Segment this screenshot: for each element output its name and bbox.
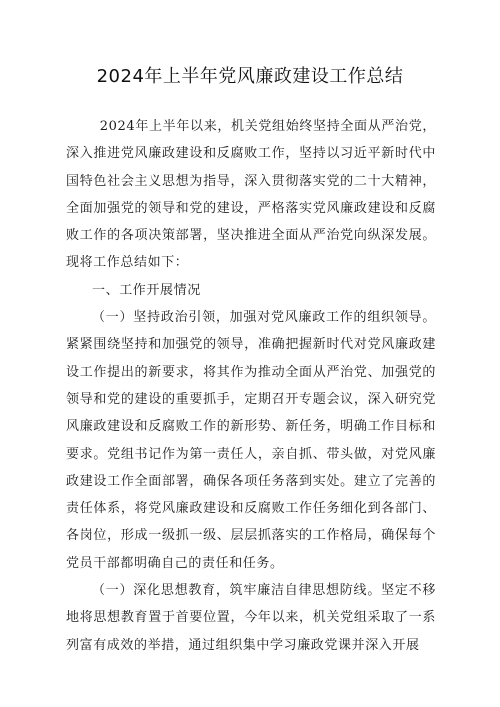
document-body xyxy=(66,113,436,659)
intro-paragraph: 2024年上半年以来，机关党组始终坚持全面从严治党，深入推进党风廉政建设和反腐败工作，坚持以习近平新时代中国特色社会主义思想为指导，深入贯彻落实党的二十大精神，全面加强党的领导和党的建设，严格落实党风廉政建设和反腐败工作的各项决策部署，坚决推进全面从严治党向纵深发展。现将工作总结如下： xyxy=(66,119,436,271)
subsection-paragraph-1: （一）坚持政治引领，加强对党风廉政工作的组织领导。紧紧围绕坚持和加强党的领导，准确把握新时代对党风廉政建设工作提出的新要求，将其作为推动全面从严治党、加强党的领导和党的建设的重要抓手，定期召开专题会议，深入研究党风廉政建设和反腐败工作的新形势、新任务，明确工作目标和要求。党组书记作为第一责任人，亲自抓、带头做，对党风廉政建设工作全面部署，确保各项任务落到实处。建立了完善的责任体系，将党风廉政建设和反腐败工作任务细化到各部门、各岗位，形成一级抓一级、层层抓落实的工作格局，确保每个党员干部都明确自己的责任和任务。 xyxy=(66,310,436,571)
document-title: 2024年上半年党风廉政建设工作总结 xyxy=(96,66,404,87)
section-heading: 一、工作开展情况 xyxy=(92,282,201,298)
subsection-paragraph-2: （一）深化思想教育，筑牢廉洁自律思想防线。坚定不移地将思想教育置于首要位置，今年以来，机关党组采取了一系列富有成效的举措，通过组织集中学习廉政党课并深入开展 xyxy=(66,583,436,653)
